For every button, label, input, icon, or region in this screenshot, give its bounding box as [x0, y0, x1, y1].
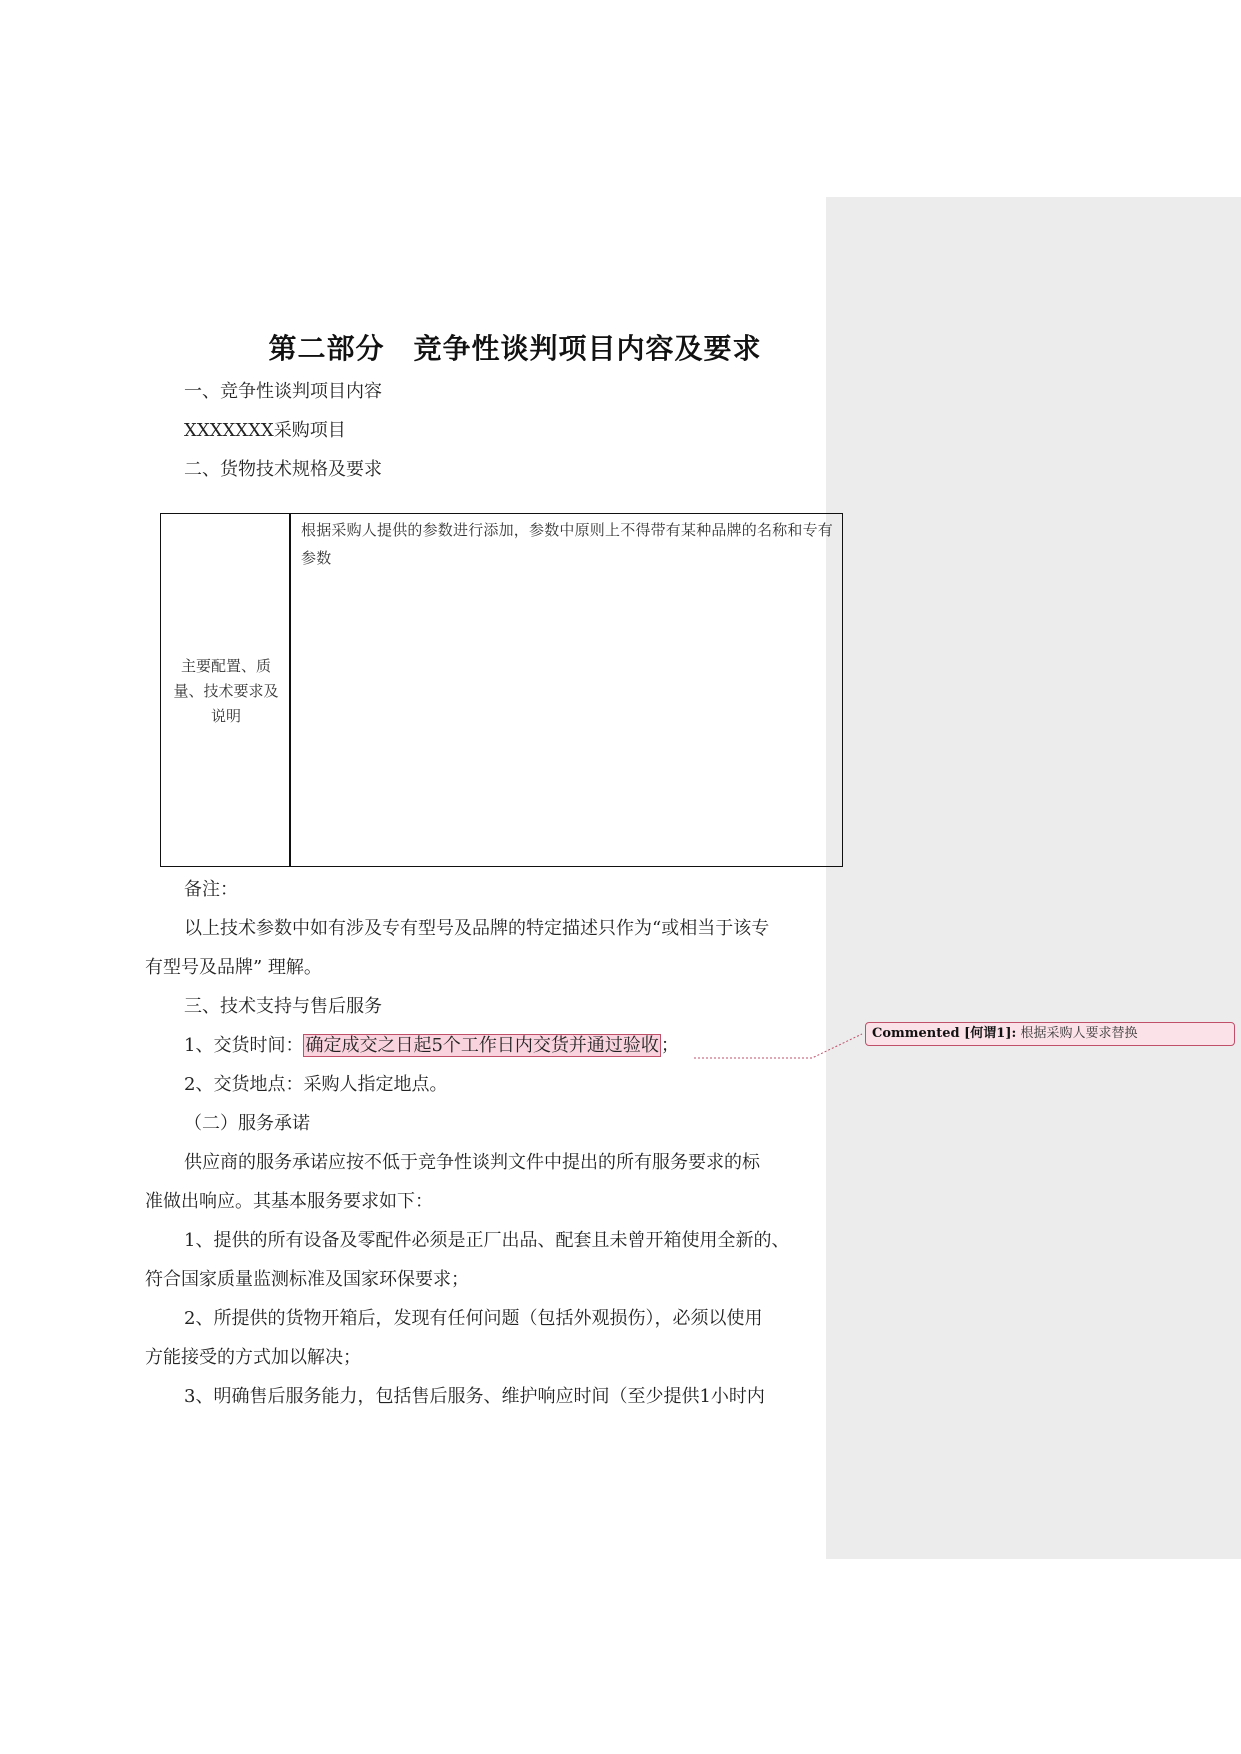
remark-line-1: 以上技术参数中如有涉及专有型号及品牌的特定描述只作为“或相当于该专: [184, 918, 770, 939]
service-item-1-line-2: 符合国家质量监测标准及国家环保要求；: [145, 1269, 469, 1290]
service-heading: （二）服务承诺: [184, 1113, 310, 1134]
section-heading-2: 二、货物技术规格及要求: [184, 459, 382, 480]
delivery-time-label: 1、交货时间：: [184, 1035, 304, 1056]
service-item-3-line-1: 3、明确售后服务能力，包括售后服务、维护响应时间（至少提供1小时内: [184, 1386, 765, 1407]
remark-label: 备注：: [184, 879, 238, 900]
service-item-2-line-1: 2、所提供的货物开箱后，发现有任何问题（包括外观损伤），必须以使用: [184, 1308, 763, 1329]
spec-label: 主要配置、质量、技术要求及说明: [173, 657, 279, 725]
delivery-time-end: ；: [660, 1035, 679, 1056]
spec-table: [160, 513, 843, 867]
spec-value[interactable]: 根据采购人提供的参数进行添加，参数中原则上不得带有某种品牌的名称和专有参数: [301, 521, 834, 567]
page-title: 第二部分 竞争性谈判项目内容及要求: [268, 332, 762, 365]
comment-anchor-highlight[interactable]: 确定成交之日起5个工作日内交货并通过验收: [305, 1035, 659, 1056]
remark-line-2: 有型号及品牌” 理解。: [145, 957, 322, 978]
comment-author: Commented [何谓1]:: [872, 1026, 1017, 1041]
service-paragraph-line-2: 准做出响应。其基本服务要求如下：: [145, 1191, 433, 1212]
service-item-2-line-2: 方能接受的方式加以解决；: [145, 1347, 361, 1368]
project-name: XXXXXXX采购项目: [184, 420, 346, 441]
comment-pane: [826, 197, 1241, 1559]
section-heading-1: 一、竞争性谈判项目内容: [184, 381, 382, 402]
comment-text: 根据采购人要求替换: [1020, 1026, 1138, 1041]
delivery-place: 2、交货地点：采购人指定地点。: [184, 1074, 448, 1095]
delivery-time-line: [184, 1034, 679, 1058]
comment-balloon[interactable]: [865, 1022, 1235, 1046]
spec-label-cell: [161, 514, 291, 866]
section-heading-3: 三、技术支持与售后服务: [184, 996, 382, 1017]
service-item-1-line-1: 1、提供的所有设备及零配件必须是正厂出品、配套且未曾开箱使用全新的、: [184, 1230, 790, 1251]
service-paragraph-line-1: 供应商的服务承诺应按不低于竞争性谈判文件中提出的所有服务要求的标: [184, 1152, 760, 1173]
